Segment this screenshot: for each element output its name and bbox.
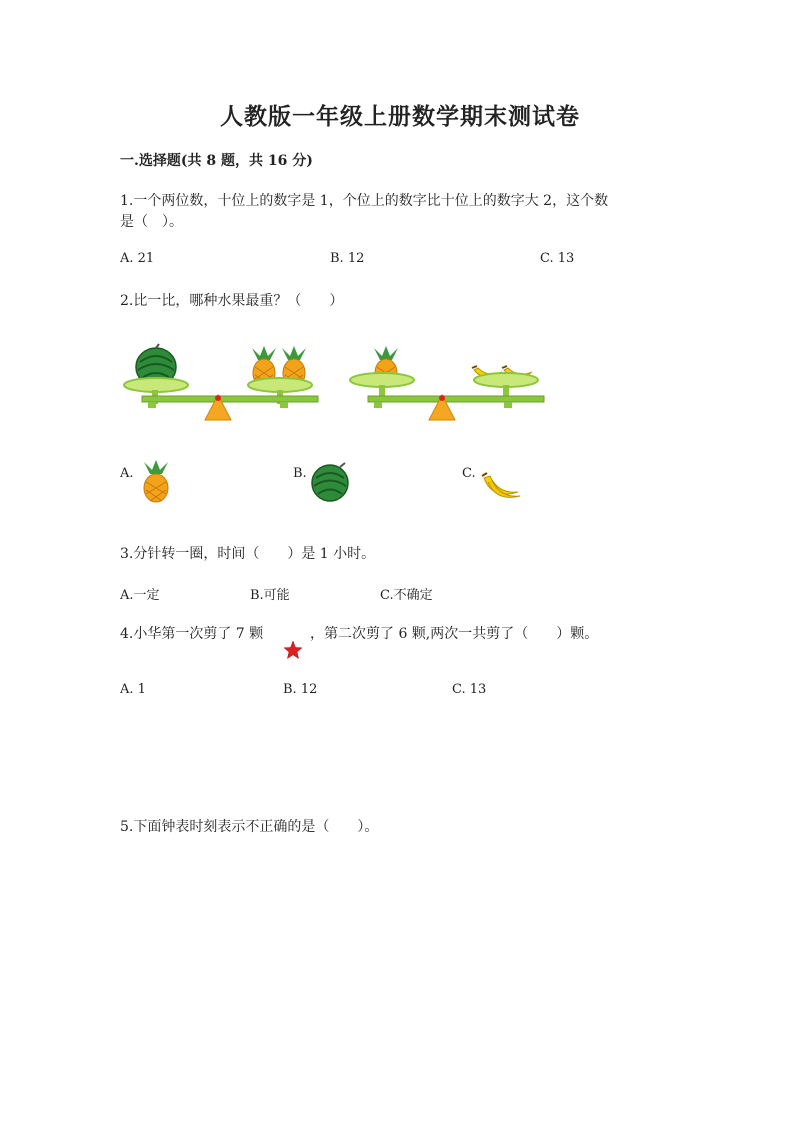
page-title: 人教版一年级上册数学期末测试卷 [220,103,580,130]
question-4-option-c[interactable]: C. 13 [452,682,487,697]
question-3-option-a[interactable]: A.一定 [120,588,160,603]
question-2-option-a[interactable]: A. [120,466,134,481]
section-heading: 一.选择题(共 8 题，共 16 分) [120,153,313,169]
question-2-option-b[interactable]: B. [293,466,307,481]
question-1-option-b[interactable]: B. 12 [330,251,365,266]
question-4-option-b[interactable]: B. 12 [283,682,318,697]
watermelon-icon[interactable] [310,462,352,504]
question-1-text-line-1: 1.一个两位数，十位上的数字是 1，个位上的数字比十位上的数字大 2，这个数 [120,193,609,209]
question-1-text-line-2: 是（ ）。 [120,214,183,230]
question-4-text-before: 4.小华第一次剪了 7 颗 [120,626,264,642]
question-2-text: 2.比一比，哪种水果最重？（ ） [120,293,344,309]
question-3-option-b[interactable]: B.可能 [250,588,290,603]
star-icon [284,641,302,659]
pineapple-icon[interactable] [136,460,176,504]
question-3-option-c[interactable]: C.不确定 [380,588,433,603]
question-1-option-c[interactable]: C. 13 [540,251,575,266]
balance-scale-watermelon-vs-pineapples [118,340,323,425]
balance-scale-pineapple-vs-bananas [346,340,551,425]
question-3-text: 3.分针转一圈，时间（ ）是 1 小时。 [120,546,376,562]
question-5-text: 5.下面钟表时刻表示不正确的是（ ）。 [120,819,379,835]
question-4-option-a[interactable]: A. 1 [120,682,146,697]
question-2-option-c[interactable]: C. [462,466,476,481]
question-1-option-a[interactable]: A. 21 [120,251,155,266]
banana-icon[interactable] [478,470,522,504]
question-4-text-after: ，第二次剪了 6 颗,两次一共剪了（ ）颗。 [310,626,599,642]
